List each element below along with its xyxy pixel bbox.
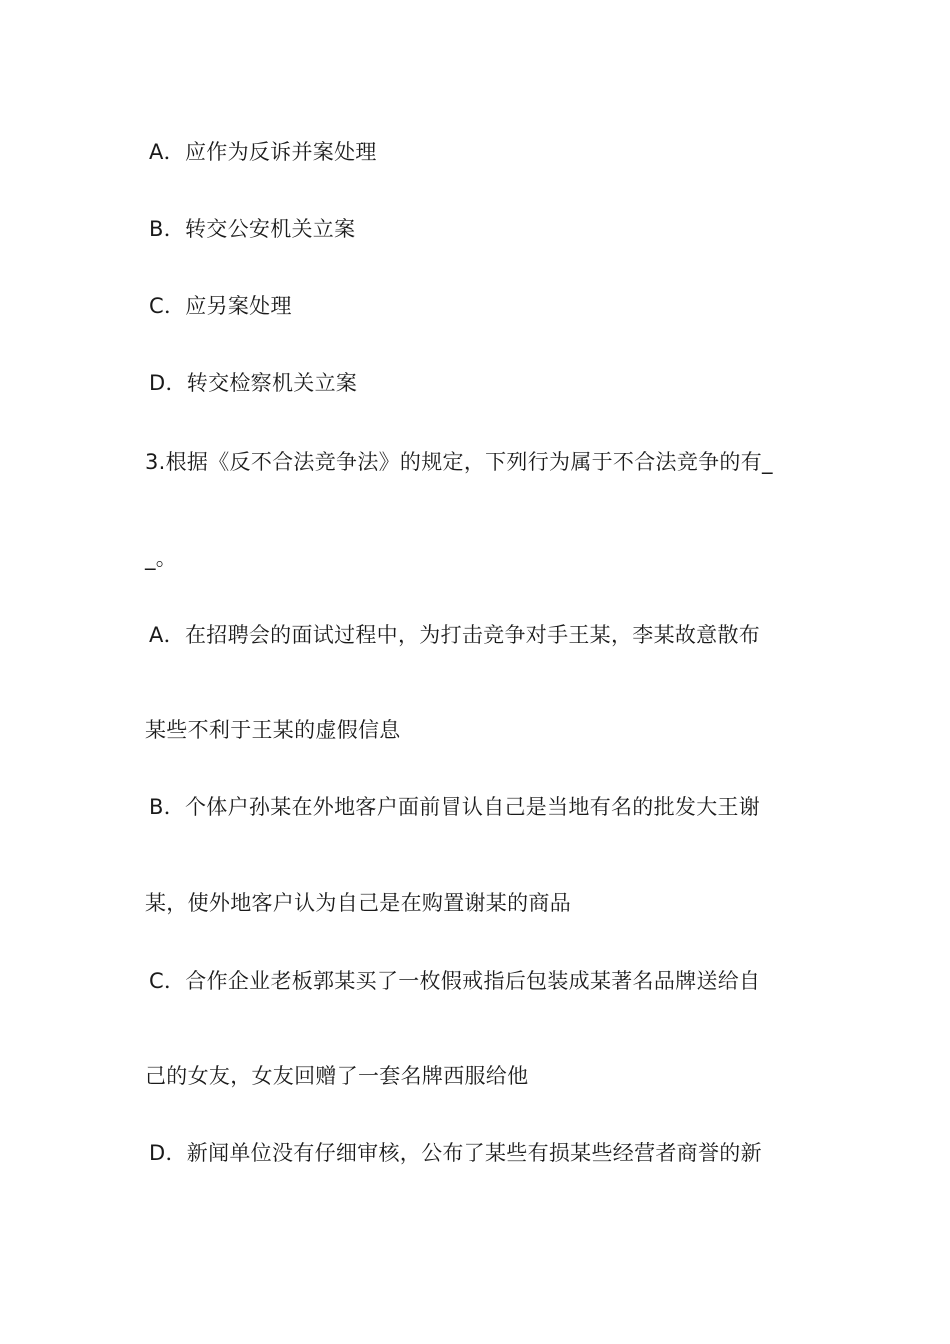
q3-option-b-continued: 某，使外地客户认为自己是在购置谢某的商品 xyxy=(145,891,571,915)
prev-option-c: C．应另案处理 xyxy=(149,294,292,318)
prev-option-a: A．应作为反诉并案处理 xyxy=(149,140,377,164)
q3-option-d: D．新闻单位没有仔细审核，公布了某些有损某些经营者商誉的新 xyxy=(149,1141,762,1165)
q3-option-a-continued: 某些不利于王某的虚假信息 xyxy=(145,718,401,742)
q3-option-b: B．个体户孙某在外地客户面前冒认自己是当地有名的批发大王谢 xyxy=(149,795,761,819)
question-3-stem: 3.根据《反不合法竞争法》的规定，下列行为属于不合法竞争的有_ xyxy=(145,450,773,474)
q3-option-c: C．合作企业老板郭某买了一枚假戒指后包装成某著名品牌送给自 xyxy=(149,969,761,993)
q3-option-c-continued: 己的女友，女友回赠了一套名牌西服给他 xyxy=(145,1064,529,1088)
question-3-stem-continued: _。 xyxy=(145,546,178,570)
prev-option-d: D．转交检察机关立案 xyxy=(149,371,358,395)
q3-option-a: A．在招聘会的面试过程中，为打击竞争对手王某，李某故意散布 xyxy=(149,623,761,647)
prev-option-b: B．转交公安机关立案 xyxy=(149,217,356,241)
